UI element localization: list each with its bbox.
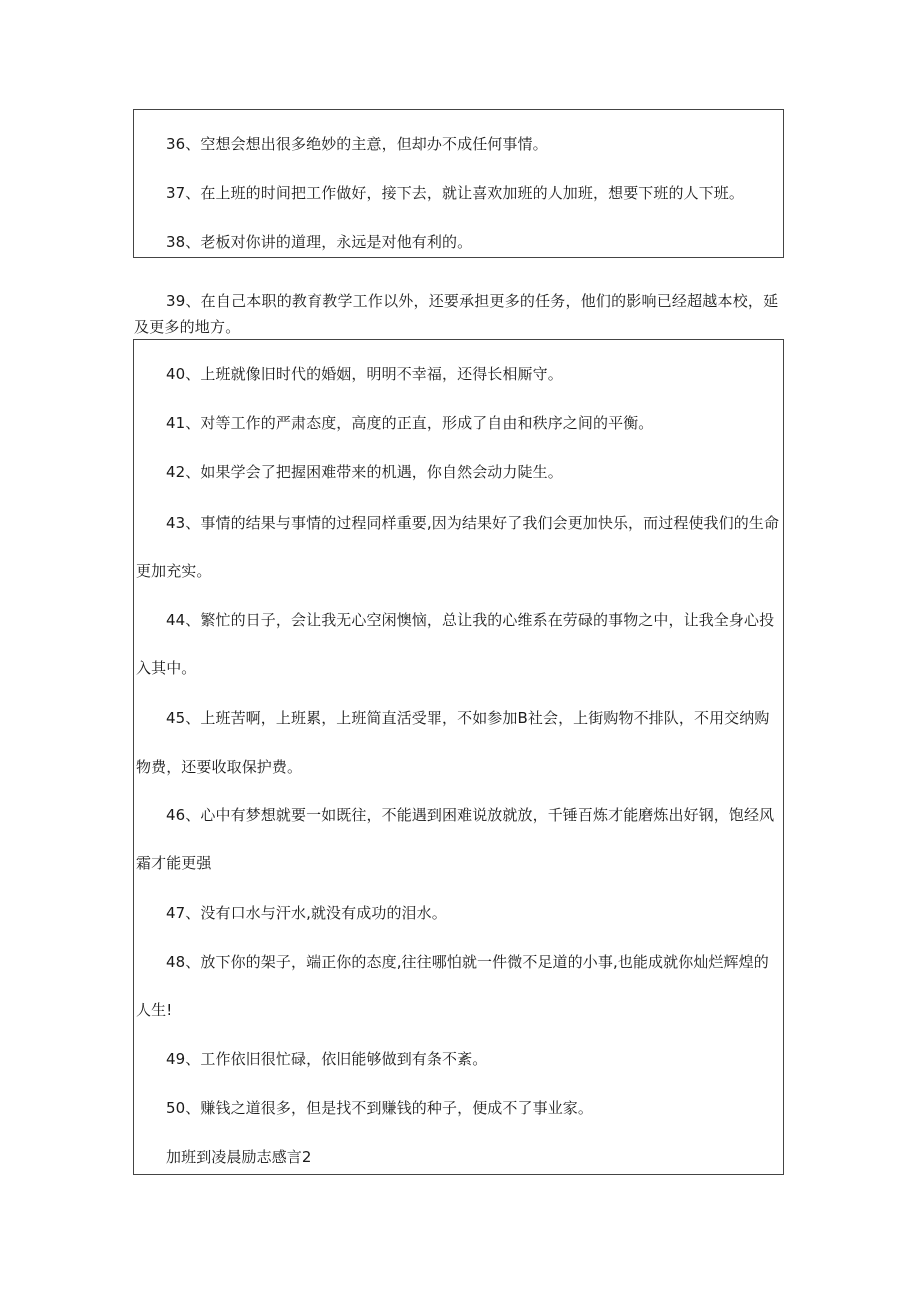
quote-40: 40、上班就像旧时代的婚姻，明明不幸福，还得长相厮守。 bbox=[166, 365, 563, 383]
quote-46-line-1: 46、心中有梦想就要一如既往，不能遇到困难说放就放，千锤百炼才能磨炼出好钢，饱经风 bbox=[166, 806, 775, 824]
quote-36: 36、空想会想出很多绝妙的主意，但却办不成任何事情。 bbox=[166, 135, 548, 153]
quote-39: 39、在自己本职的教育教学工作以外，还要承担更多的任务，他们的影响已经超越本校，延及更多的地方。 bbox=[134, 292, 779, 336]
quote-44-line-1: 44、繁忙的日子，会让我无心空闲懊恼，总让我的心维系在劳碌的事物之中，让我全身心投 bbox=[166, 611, 775, 629]
quote-47: 47、没有口水与汗水,就没有成功的泪水。 bbox=[166, 904, 447, 922]
quote-45-line-1: 45、上班苦啊，上班累，上班简直活受罪，不如参加B社会，上街购物不排队，不用交纳购 bbox=[166, 709, 770, 727]
quote-42: 42、如果学会了把握困难带来的机遇，你自然会动力陡生。 bbox=[166, 463, 563, 481]
quote-41: 41、对等工作的严肃态度，高度的正直，形成了自由和秩序之间的平衡。 bbox=[166, 414, 654, 432]
quote-46-line-2: 霜才能更强 bbox=[136, 854, 212, 872]
quote-45-line-2: 物费，还要收取保护费。 bbox=[136, 758, 303, 776]
quote-43-line-1: 43、事情的结果与事情的过程同样重要,因为结果好了我们会更加快乐，而过程使我们的生命 bbox=[166, 514, 780, 532]
quote-43-line-2: 更加充实。 bbox=[136, 562, 212, 580]
quote-37: 37、在上班的时间把工作做好，接下去，就让喜欢加班的人加班，想要下班的人下班。 bbox=[166, 184, 744, 202]
quote-49: 49、工作依旧很忙碌，依旧能够做到有条不紊。 bbox=[166, 1050, 488, 1068]
quote-48-line-2: 人生! bbox=[136, 1001, 173, 1019]
section-heading: 加班到凌晨励志感言2 bbox=[166, 1148, 312, 1166]
quote-38: 38、老板对你讲的道理，永远是对他有利的。 bbox=[166, 233, 473, 251]
quote-50: 50、赚钱之道很多，但是找不到赚钱的种子，便成不了事业家。 bbox=[166, 1099, 593, 1117]
quote-44-line-2: 入其中。 bbox=[136, 659, 197, 677]
quote-48-line-1: 48、放下你的架子，端正你的态度,往往哪怕就一件微不足道的小事,也能成就你灿烂辉煌的 bbox=[166, 953, 769, 971]
